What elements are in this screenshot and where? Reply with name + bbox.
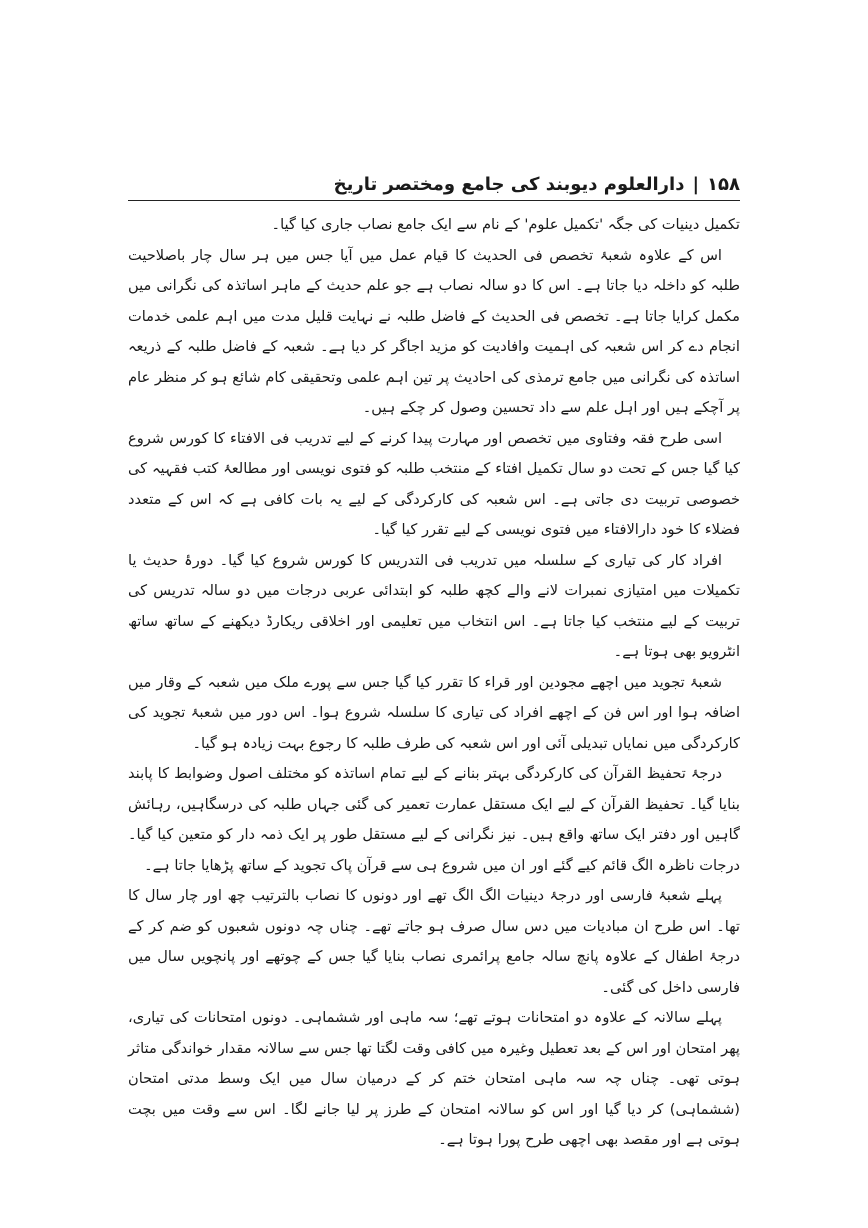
paragraph: پہلے شعبۂ فارسی اور درجۂ دینیات الگ الگ تھے اور دونوں کا نصاب بالترتیب چھ اور چار سال کا تھا۔ اس طرح ان مبادیات میں دس سال صرف ہو جاتے تھے۔ چناں چہ دونوں شعبوں کو ضم کر کے درجۂ اطفال کے علاوہ پانچ سالہ جامع پرائمری نصاب بنایا گیا جس کے چوتھے اور پانچویں سال میں فارسی داخل کی گئی۔ [128,887,740,996]
paragraph: اس کے علاوہ شعبۂ تخصص فی الحدیث کا قیام عمل میں آیا جس میں ہر سال چار باصلاحیت طلبہ کو داخلہ دیا جاتا ہے۔ اس کا دو سالہ نصاب ہے جو علم حدیث کے ماہر اساتذہ کی نگرانی میں مکمل کرایا جاتا ہے۔ تخصص فی الحدیث کے فاضل طلبہ نے نہایت قلیل مدت میں اہم علمی خدمات انجام دے کر اس شعبہ کی اہمیت وافادیت کو مزید اجاگر کر دیا ہے۔ شعبہ کے فاضل طلبہ کے ذریعہ اساتذہ کی نگرانی میں جامع ترمذی کی احادیث پر تین اہم علمی وتحقیقی کام شائع ہو کر منظر عام پر آچکے ہیں اور اہل علم سے داد تحسین وصول کر چکے ہیں۔ [128,246,740,416]
paragraph: اسی طرح فقہ وفتاوی میں تخصص اور مہارت پیدا کرنے کے لیے تدریب فی الافتاء کا کورس شروع کیا گیا جس کے تحت دو سال تکمیل افتاء کے منتخب طلبہ کو فتوی نویسی اور مطالعۂ کتب فقہیہ کی خصوصی تربیت دی جاتی ہے۔ اس شعبہ کی کارکردگی کے لیے یہ بات کافی ہے کہ اس کے متعدد فضلاء کا خود دارالافتاء میں فتوی نویسی کے لیے تقرر کیا گیا۔ [128,429,740,538]
page-number: ۱۵۸ [707,173,740,195]
running-header [128,168,740,200]
body-text [128,210,740,1156]
paragraph: شعبۂ تجوید میں اچھے مجودین اور قراء کا تقرر کیا گیا جس سے پورے ملک میں شعبہ کے وقار میں اضافہ ہوا اور اس فن کے اچھے افراد کی تیاری کا سلسلہ شروع ہوا۔ اس دور میں شعبۂ تجوید کی کارکردگی میں نمایاں تبدیلی آئی اور اس شعبہ کی طرف طلبہ کا رجوع بہت زیادہ ہو گیا۔ [128,673,740,752]
book-title: دارالعلوم دیوبند کی جامع ومختصر تاریخ [333,173,685,195]
paragraph: پہلے سالانہ کے علاوہ دو امتحانات ہوتے تھے؛ سہ ماہی اور ششماہی۔ دونوں امتحانات کی تیاری، پھر امتحان اور اس کے بعد تعطیل وغیرہ میں کافی وقت لگتا تھا جس سے سالانہ مقدار خواندگی متاثر ہوتی تھی۔ چناں چہ سہ ماہی امتحان ختم کر کے درمیان سال میں ایک وسط مدتی امتحان (ششماہی) کر دیا گیا اور اس کو سالانہ امتحان کے طرز پر لیا جانے لگا۔ اس سے وقت میں بچت ہوتی ہے اور مقصد بھی اچھی طرح پورا ہوتا ہے۔ [128,1009,740,1148]
paragraph: افراد کار کی تیاری کے سلسلہ میں تدریب فی التدریس کا کورس شروع کیا گیا۔ دورۂ حدیث یا تکمیلات میں امتیازی نمبرات لانے والے کچھ طلبہ کو ابتدائی عربی درجات میں دو سالہ تدریس کی تربیت کے لیے منتخب کیا جاتا ہے۔ اس انتخاب میں تعلیمی اور اخلاقی ریکارڈ دیکھنے کے ساتھ ساتھ انٹرویو بھی ہوتا ہے۔ [128,551,740,660]
header-separator: | [692,173,700,195]
paragraph: تکمیل دینیات کی جگہ 'تکمیل علوم' کے نام سے ایک جامع نصاب جاری کیا گیا۔ [271,216,740,233]
paragraph: درجۂ تحفیظ القرآن کی کارکردگی بہتر بنانے کے لیے تمام اساتذہ کو مختلف اصول وضوابط کا پابند بنایا گیا۔ تحفیظ القرآن کے لیے ایک مستقل عمارت تعمیر کی گئی جہاں طلبہ کی درسگاہیں، رہائش گاہیں اور دفتر ایک ساتھ واقع ہیں۔ نیز نگرانی کے لیے مستقل طور پر ایک ذمہ دار کو متعین کیا گیا۔ درجات ناظرہ الگ قائم کیے گئے اور ان میں شروع ہی سے قرآن پاک تجوید کے ساتھ پڑھایا جاتا ہے۔ [128,765,740,874]
header-rule [128,200,740,201]
